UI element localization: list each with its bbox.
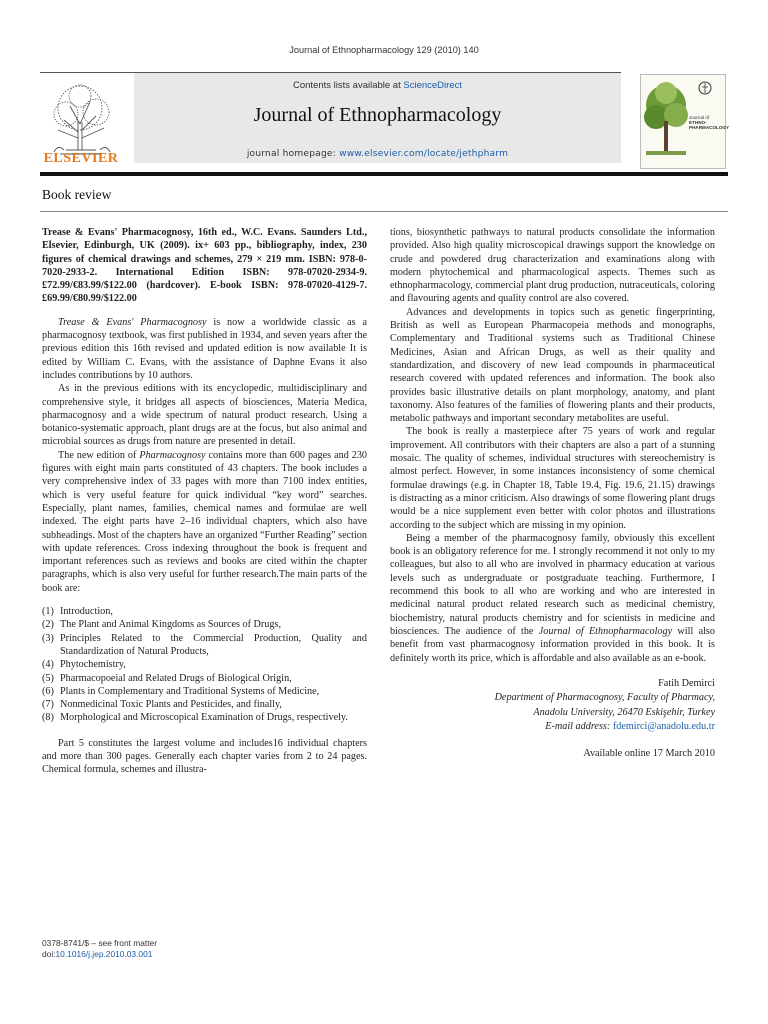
cover-line-3: PHARMACOLOGY — [689, 125, 730, 130]
journal-homepage-line — [134, 149, 621, 159]
paragraph-7: The book is really a masterpiece after 75 years of work and regular improvement. All contributors with their chapters are also a part of a stunning mosaic. The quality of schemes, individual structures with stereochemistry is almost perfect. However, in some instances inconsistency of some chemical formulae drawings (e.g. in Chapter 18, Table 19.4, Fig. 19.6, 21.15) drawings is distracting as a minor criticism. Also drawings of some flowering plant drugs would be a nice supplement even better with color photos and illustrations according to the subject which are missing in my opinion. — [390, 426, 715, 531]
cover-tree-illustration — [642, 77, 690, 167]
author-email-line — [390, 720, 715, 735]
list-item-text: Nonmedicinal Toxic Plants and Pesticides, and finally, — [60, 699, 282, 711]
book-parts-list — [42, 605, 367, 725]
list-item-number: (8) — [42, 712, 54, 724]
doi-link[interactable]: 10.1016/j.jep.2010.03.001 — [55, 949, 153, 959]
cover-line-1: Journal of — [689, 115, 710, 120]
list-item-text: Introduction, — [60, 606, 113, 618]
list-item-text: Phytochemistry, — [60, 659, 126, 671]
list-item — [42, 618, 367, 631]
elsevier-wordmark: ELSEVIER — [43, 151, 119, 166]
book-title-italic: Trease & Evans' Pharmacognosy — [58, 316, 207, 328]
paragraph-3 — [42, 449, 367, 595]
page-footer — [42, 938, 157, 960]
author-affiliation-1: Department of Pharmacognosy, Faculty of Pharmacy, — [494, 692, 715, 704]
author-signature — [390, 677, 715, 735]
author-name: Fatih Demirci — [658, 677, 715, 689]
list-item — [42, 672, 367, 685]
author-email-link[interactable]: fdemirci@anadolu.edu.tr — [612, 721, 715, 733]
homepage-prefix: journal homepage: — [246, 149, 340, 159]
paragraph-1 — [42, 316, 367, 382]
list-item-number: (5) — [42, 672, 54, 684]
paragraph-8 — [390, 532, 715, 665]
paragraph-8-lead: Being a member of the pharmacognosy family, obviously this excellent book is an obligatory reference for me. I strongly recommend it not only to my colleagues, but also to all who are involved in pharmacy education at various levels such as undergraduate or postgraduate teaching. Furthermore, I recommend this book to all who are working and who are interested in medicinal natural product related research such as medicinal chemistry, biochemistry, natural products chemistry and for scientists in medicine and biosciences. The audience of the — [390, 532, 715, 637]
list-item — [42, 685, 367, 698]
available-online-date: Available online 17 March 2010 — [583, 747, 715, 759]
journal-cover-thumbnail — [640, 74, 730, 169]
sciencedirect-link[interactable]: ScienceDirect — [403, 80, 462, 91]
journal-title: Journal of Ethnopharmacology — [253, 104, 502, 126]
cover-emblem-icon — [697, 79, 713, 99]
running-head: Journal of Ethnopharmacology 129 (2010) 140 — [289, 45, 479, 55]
left-column — [42, 226, 367, 777]
author-affiliation-2: Anadolu University, 26470 Eskişehir, Turkey — [533, 706, 715, 718]
list-item-number: (3) — [42, 632, 54, 644]
list-item-text: Plants in Complementary and Traditional Systems of Medicine, — [60, 685, 320, 697]
list-item — [42, 605, 367, 618]
section-label: Book review — [42, 187, 112, 202]
doi-line — [42, 949, 157, 960]
paragraph-6: Advances and developments in topics such as genetic fingerprinting, British as well as European Pharmacopeia methods and monographs, Complementary and Traditional systems such as Traditional Chinese Medicines, Asian and African Drugs, as well as their quality and standardization, and discovery of new lead compounds in pharmaceutical research covered with updated references and information. The book also provides basic illustrative details on plant morphology, anatomy, and plant taxonomy. Also features of the families of flowering plants and their products, metabolic pathways and important secondary metabolites are useful. — [390, 306, 715, 425]
contents-prefix: Contents lists available at — [293, 80, 404, 91]
list-item-text: Principles Related to the Commercial Production, Quality and Standardization of Natural Products, — [60, 632, 367, 657]
doi-label: doi: — [42, 949, 56, 959]
journal-homepage-link[interactable]: www.elsevier.com/locate/jethpharm — [339, 149, 509, 159]
cover-line-2: ETHNO- — [689, 120, 707, 125]
paragraph-4: Part 5 constitutes the largest volume and includes16 individual chapters and more than 300 pages. Generally each chapter varies from 2 to 24 pages. Chemical formula, schemes and illustra- — [42, 737, 367, 776]
paragraph-2: As in the previous editions with its encyclopedic, multidisciplinary and comprehensive style, it bridges all aspects of biosciences, Materia Medica, pharmacognosy and a wide spectrum of natural product research. Using a botanico-systematic approach, plant drugs are at the focus, but also animal and microbial sources as drugs from nature are presented in detail. — [42, 383, 367, 448]
paragraph-3-lead: The new edition of — [58, 449, 140, 461]
book-citation: Trease & Evans' Pharmacognosy, 16th ed., W.C. Evans. Saunders Ltd., Elsevier, Edinburgh, UK (2009). ix+ 603 pp., bibliography, index, 230 figures of chemical drawings and schemes, 279 × 219 mm. ISBN: 978-0-7020-2933-2. International Edition ISBN: 978-07020-2934-9. £72.99/€83.99/$122.00 (hardcover). E-book ISBN: 978-07020-4129-7. £69.99/€80.99/$122.00 — [42, 227, 367, 305]
contents-availability-line — [134, 80, 621, 91]
list-item — [42, 711, 367, 724]
list-item-number: (2) — [42, 619, 54, 631]
paragraph-1-text: is now a worldwide classic as a pharmacognosy textbook, was first published in 1934, and seven years after the previous edition this 16th revised and updated edition is now available It is edited by William C. Evans, with the assistance of Daphne Evans it also includes contributions by 10 authors. — [42, 316, 367, 381]
issn-line: 0378-8741/$ – see front matter — [42, 938, 157, 948]
cover-text — [689, 115, 729, 130]
list-item — [42, 632, 367, 659]
paragraph-5: tions, biosynthetic pathways to natural products consolidate the information provided. Also high quality microscopical drawings support the knowledge on crude and powdered drug characterization and examinations along with modern phytochemical and pharmacological aspects. Themes such as ethnopharmacology, commercial plant drug production, nutraceuticals, coloring and flavouring agents and quality control are also covered. — [390, 227, 715, 305]
paragraph-3-italic: Pharmacognosy — [139, 449, 206, 461]
list-item — [42, 658, 367, 671]
list-item-text: Morphological and Microscopical Examination of Drugs, respectively. — [60, 712, 348, 724]
list-item-number: (1) — [42, 606, 54, 618]
section-rule — [40, 211, 728, 212]
list-item-number: (7) — [42, 699, 54, 711]
right-column — [390, 226, 715, 761]
header-thick-rule — [40, 172, 728, 176]
list-item-text: Pharmacopoeial and Related Drugs of Biological Origin, — [60, 672, 292, 684]
paragraph-3-text: contains more than 600 pages and 230 figures with eight main parts constituted of 43 chapters. The book includes a very comprehensive index of 33 pages with more than 7100 index entities, which is very useful feature for quick individual “key word” searches. Especially, plant names, families, chemical names and formulae are well indexed. The eight parts have 2–16 individual chapters, which also have subheadings. Most of the chapters have an organized “Further Reading” section with update references. Cross indexing throughout the book is frequent and important references such as reviews and books are cited within the chapter paragraphs, which is also very useful for further research.The main parts of the book are: — [42, 449, 368, 594]
list-item — [42, 698, 367, 711]
paragraph-8-text: will also benefit from vast pharmacognosy information provided in this book. It is definitely worth its price, which is affordable and also available as an e-book. — [390, 625, 715, 664]
list-item-number: (6) — [42, 685, 54, 697]
list-item-text: The Plant and Animal Kingdoms as Sources of Drugs, — [60, 619, 281, 631]
journal-name-italic: Journal of Ethnopharmacology — [538, 625, 673, 637]
list-item-number: (4) — [42, 659, 54, 671]
email-label: E-mail address: — [545, 721, 613, 733]
